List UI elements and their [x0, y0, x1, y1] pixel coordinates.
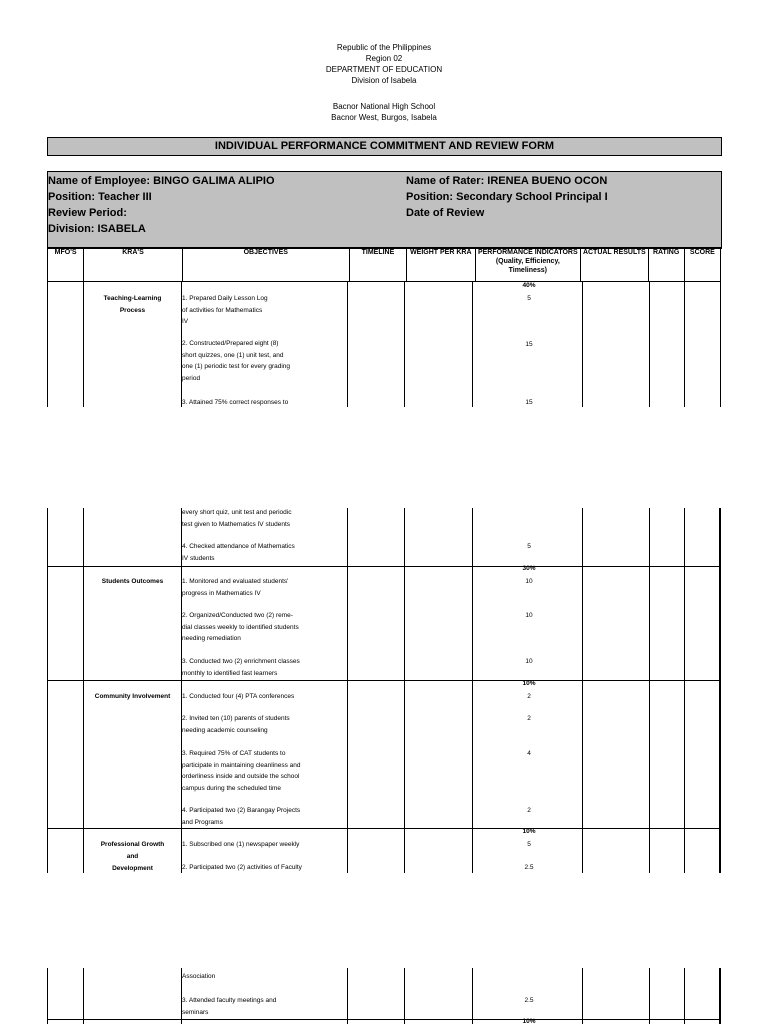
- header-republic: Republic of the Philippines: [336, 43, 432, 52]
- objective-line: IV students: [182, 554, 215, 562]
- objective-line: period: [182, 374, 201, 382]
- objective-line: test given to Mathematics IV students: [182, 520, 291, 528]
- objective-line: 3. Required 75% of CAT students to: [182, 750, 286, 757]
- col-rating: RATING: [648, 248, 684, 282]
- indicator-s1-4: 5: [527, 543, 531, 550]
- objective-line: 4. Participated two (2) Barangay Projects: [182, 807, 301, 814]
- objective-s1-4: [182, 541, 295, 564]
- employee-info-box: [47, 171, 722, 249]
- objective-s4-1: [182, 839, 299, 851]
- objective-s4-2: [182, 862, 302, 874]
- col-indicators-line3: Timeliness): [508, 267, 547, 274]
- objective-line: Association: [182, 973, 216, 980]
- objective-s3-1: [182, 691, 294, 703]
- col-kra: KRA'S: [84, 248, 183, 282]
- kra-professional-growth-line2: and: [126, 853, 139, 860]
- indicator-s3-3: 4: [527, 750, 531, 757]
- header-division: Division of Isabela: [351, 76, 417, 85]
- kra-community-involvement: Community Involvement: [94, 693, 171, 700]
- objective-line: seminars: [182, 1008, 209, 1016]
- objective-line: campus during the scheduled time: [182, 784, 282, 792]
- kra-professional-growth-line3: Development: [112, 865, 153, 872]
- objective-line: needing academic counseling: [182, 726, 268, 734]
- weight-pct-teaching: 40%: [522, 282, 536, 289]
- indicator-s4-1: 5: [527, 841, 531, 848]
- col-objectives: OBJECTIVES: [182, 248, 349, 282]
- objective-line: 3. Conducted two (2) enrichment classes: [182, 658, 300, 665]
- objective-line: 2. Constructed/Prepared eight (8): [182, 340, 279, 347]
- objective-s3-2: [182, 713, 290, 736]
- objective-s2-1: [182, 576, 288, 599]
- objective-s1-3-cont: [182, 507, 291, 530]
- kra-teaching-learning-line2: Process: [119, 307, 146, 314]
- objective-line: monthly to identified fast learners: [182, 669, 278, 677]
- indicator-s3-4: 2: [527, 807, 531, 814]
- employee-name: Name of Employee: BINGO GALIMA ALIPIO: [48, 175, 275, 187]
- col-indicators-line2: (Quality, Efficiency,: [495, 258, 560, 265]
- kra-teaching-learning: [84, 293, 181, 317]
- objective-line: 1. Subscribed one (1) newspaper weekly: [182, 841, 300, 848]
- objective-line: every short quiz, unit test and periodic: [182, 509, 292, 516]
- weight-pct-professional: 10%: [522, 828, 536, 835]
- objective-line: 1. Prepared Daily Lesson Log: [182, 295, 268, 302]
- employee-position: Position: Teacher III: [48, 191, 152, 203]
- kra-professional-growth: [84, 839, 181, 875]
- objective-s4-3: [182, 995, 276, 1018]
- col-timeline: TIMELINE: [349, 248, 406, 282]
- employee-division: Division: ISABELA: [48, 223, 146, 235]
- objective-line: dial classes weekly to identified students: [182, 623, 299, 631]
- column-header-row: [47, 247, 721, 282]
- indicator-s1-1: 5: [527, 295, 531, 302]
- weight-pct-students: 30%: [522, 565, 536, 572]
- objective-line: IV: [182, 318, 189, 325]
- col-mfo: MFO'S: [48, 248, 84, 282]
- header-school: Bacnor National High School: [332, 102, 436, 111]
- objective-line: progress in Mathematics IV: [182, 589, 261, 597]
- col-score: SCORE: [684, 248, 720, 282]
- objective-line: 3. Attained 75% correct responses to: [182, 399, 289, 406]
- col-weight: WEIGHT PER KRA: [407, 248, 475, 282]
- objective-s3-3: [182, 748, 301, 794]
- indicator-s4-2: 2.5: [524, 864, 534, 871]
- objective-line: participate in maintaining cleanliness and: [182, 761, 301, 769]
- objective-s1-3: [182, 397, 288, 409]
- objective-line: short quizzes, one (1) unit test, and: [182, 351, 284, 359]
- indicator-s1-2: 15: [525, 341, 533, 348]
- col-indicators: [475, 248, 581, 282]
- kra-professional-growth-line1: Professional Growth: [100, 841, 165, 848]
- objective-line: 2. Participated two (2) activities of Faculty: [182, 864, 302, 871]
- objective-s3-4: [182, 805, 300, 828]
- indicator-s2-1: 10: [525, 578, 533, 585]
- objective-line: 3. Attended faculty meetings and: [182, 997, 277, 1004]
- kra-teaching-learning-line1: Teaching-Learning: [103, 295, 162, 302]
- form-title: INDIVIDUAL PERFORMANCE COMMITMENT AND REVIEW FORM: [47, 137, 722, 156]
- objective-line: needing remediation: [182, 635, 241, 642]
- weight-pct-next: 10%: [522, 1018, 536, 1025]
- objective-line: 2. Invited ten (10) parents of students: [182, 715, 290, 722]
- indicator-s3-1: 2: [527, 693, 531, 700]
- objective-s1-1: [182, 293, 268, 328]
- col-actual: ACTUAL RESULTS: [581, 248, 648, 282]
- kra-students-outcomes: Students Outcomes: [101, 578, 164, 585]
- objective-line: of activities for Mathematics: [182, 306, 263, 314]
- review-period: Review Period:: [48, 207, 127, 219]
- indicator-s2-3: 10: [525, 658, 533, 665]
- rater-name: Name of Rater: IRENEA BUENO OCON: [406, 175, 608, 187]
- indicator-s3-2: 2: [527, 715, 531, 722]
- objective-line: and Programs: [182, 818, 223, 826]
- date-of-review: Date of Review: [406, 207, 485, 219]
- objective-s2-3: [182, 656, 300, 679]
- weight-pct-community: 10%: [522, 680, 536, 687]
- objective-line: 1. Conducted four (4) PTA conferences: [182, 693, 295, 700]
- col-indicators-line1: PERFORMANCE INDICATORS: [477, 249, 578, 256]
- objective-s1-2: [182, 338, 290, 384]
- objective-line: one (1) periodic test for every grading: [182, 363, 291, 370]
- indicator-s4-3: 2.5: [524, 997, 534, 1004]
- objective-s4-2-cont: [182, 971, 215, 983]
- objective-line: orderliness inside and outside the school: [182, 773, 300, 780]
- header-region: Region 02: [365, 54, 403, 63]
- header-address: Bacnor West, Burgos, Isabela: [331, 113, 437, 122]
- rater-position: Position: Secondary School Principal I: [406, 191, 608, 203]
- objective-line: 1. Monitored and evaluated students': [182, 578, 289, 585]
- objective-line: 2. Organized/Conducted two (2) reme-: [182, 612, 293, 619]
- indicator-s2-2: 10: [525, 612, 533, 619]
- objective-line: 4. Checked attendance of Mathematics: [182, 543, 295, 550]
- indicator-s1-3: 15: [525, 399, 533, 406]
- objective-s2-2: [182, 610, 299, 645]
- header-department: DEPARTMENT OF EDUCATION: [325, 65, 443, 74]
